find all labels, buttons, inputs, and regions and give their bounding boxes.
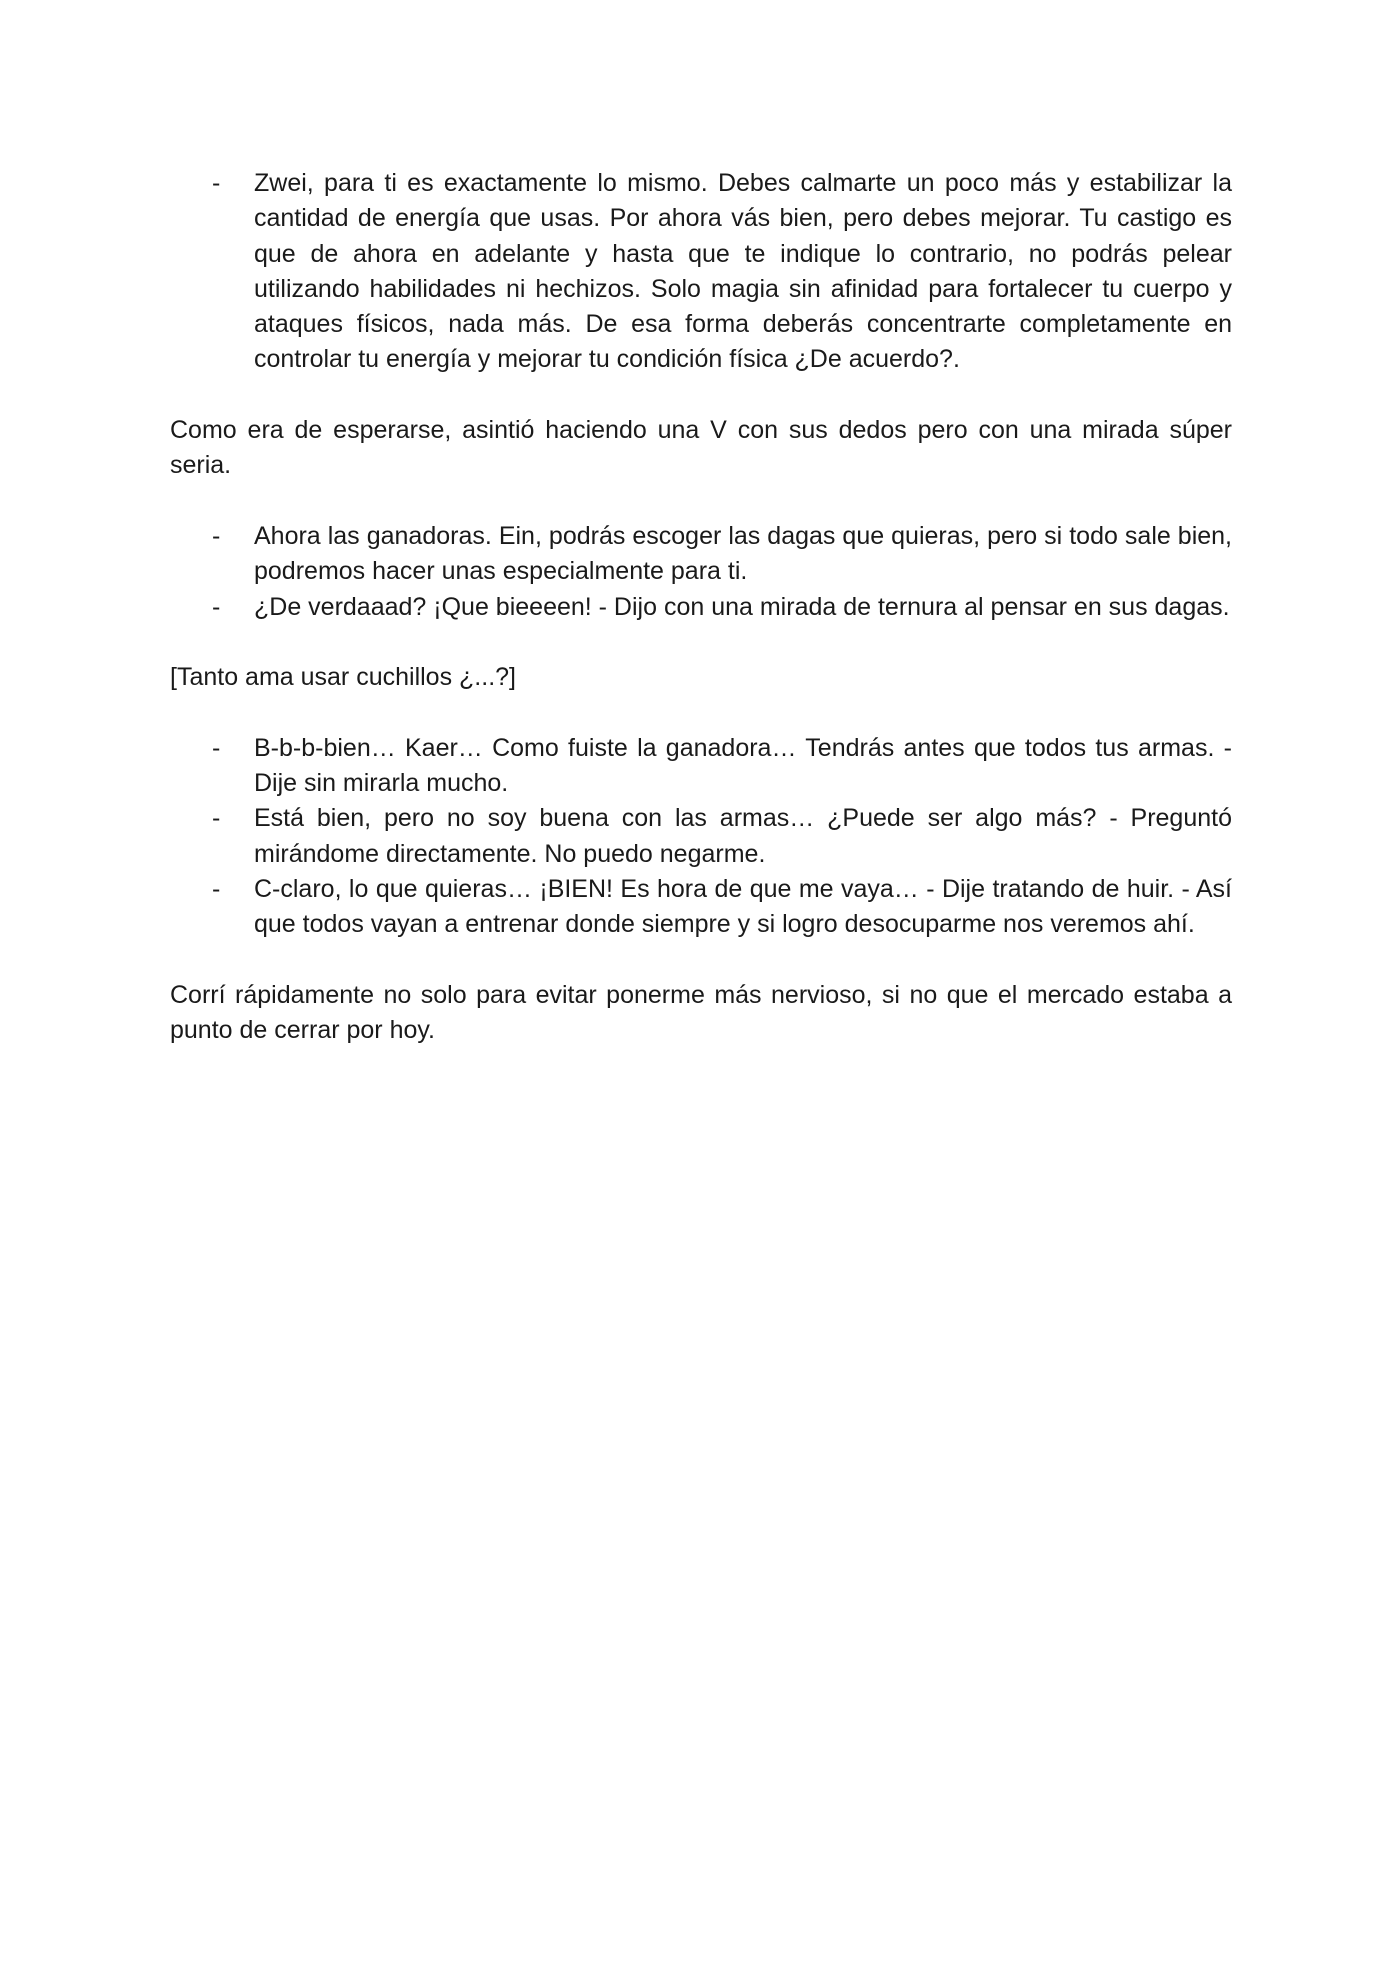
list-item [170, 801, 1232, 872]
list-item-text: Zwei, para ti es exactamente lo mismo. Debes calmarte un poco más y estabilizar la cantidad de energía que usas. Por ahora vás bien, pero debes mejorar. Tu castigo es que de ahora en adelante y hasta que te indique lo contrario, no podrás pelear utilizando habilidades ni hechizos. Solo magia sin afinidad para fortalecer tu cuerpo y ataques físicos, nada más. De esa forma deberás concentrarte completamente en controlar tu energía y mejorar tu condición física ¿De acuerdo?. [254, 169, 1232, 374]
dash-marker: - [212, 521, 221, 550]
list-item-text: ¿De verdaaad? ¡Que bieeeen! - Dijo con una mirada de ternura al pensar en sus dagas. [254, 592, 1230, 621]
document-body [170, 166, 1232, 1048]
list-item [170, 166, 1232, 378]
paragraph: Como era de esperarse, asintió haciendo una V con sus dedos pero con una mirada súper seria. [170, 416, 1232, 480]
list-item-text: C-claro, lo que quieras… ¡BIEN! Es hora de que me vaya… - Dije tratando de huir. - Así que todos vayan a entrenar donde siempre y si logro desocuparme nos veremos ahí. [254, 874, 1232, 939]
list-item-text: Está bien, pero no soy buena con las armas… ¿Puede ser algo más? - Preguntó mirándome directamente. No puedo negarme. [254, 804, 1232, 868]
paragraph-gap [170, 943, 1232, 978]
dash-marker: - [212, 733, 221, 762]
dialogue-list [170, 519, 1232, 625]
list-item-text: B-b-b-bien… Kaer… Como fuiste la ganadora… Tendrás antes que todos tus armas. - Dije sin mirarla mucho. [254, 733, 1232, 798]
paragraph: [Tanto ama usar cuchillos ¿...?] [170, 663, 516, 692]
list-item [170, 731, 1232, 802]
paragraph-gap [170, 695, 1232, 730]
paragraph-gap [170, 484, 1232, 519]
list-item [170, 519, 1232, 590]
list-item [170, 872, 1232, 943]
list-item-text: Ahora las ganadoras. Ein, podrás escoger las dagas que quieras, pero si todo sale bien, podremos hacer unas especialmente para ti. [254, 521, 1232, 586]
paragraph-gap [170, 625, 1232, 660]
dialogue-list [170, 166, 1232, 378]
list-item [170, 590, 1232, 625]
dash-marker: - [212, 169, 221, 197]
dash-marker: - [212, 804, 221, 833]
dash-marker: - [212, 592, 221, 621]
dialogue-list [170, 731, 1232, 943]
paragraph-gap [170, 378, 1232, 413]
dash-marker: - [212, 874, 221, 903]
paragraph: Corrí rápidamente no solo para evitar ponerme más nervioso, si no que el mercado estaba a punto de cerrar por hoy. [170, 980, 1232, 1045]
